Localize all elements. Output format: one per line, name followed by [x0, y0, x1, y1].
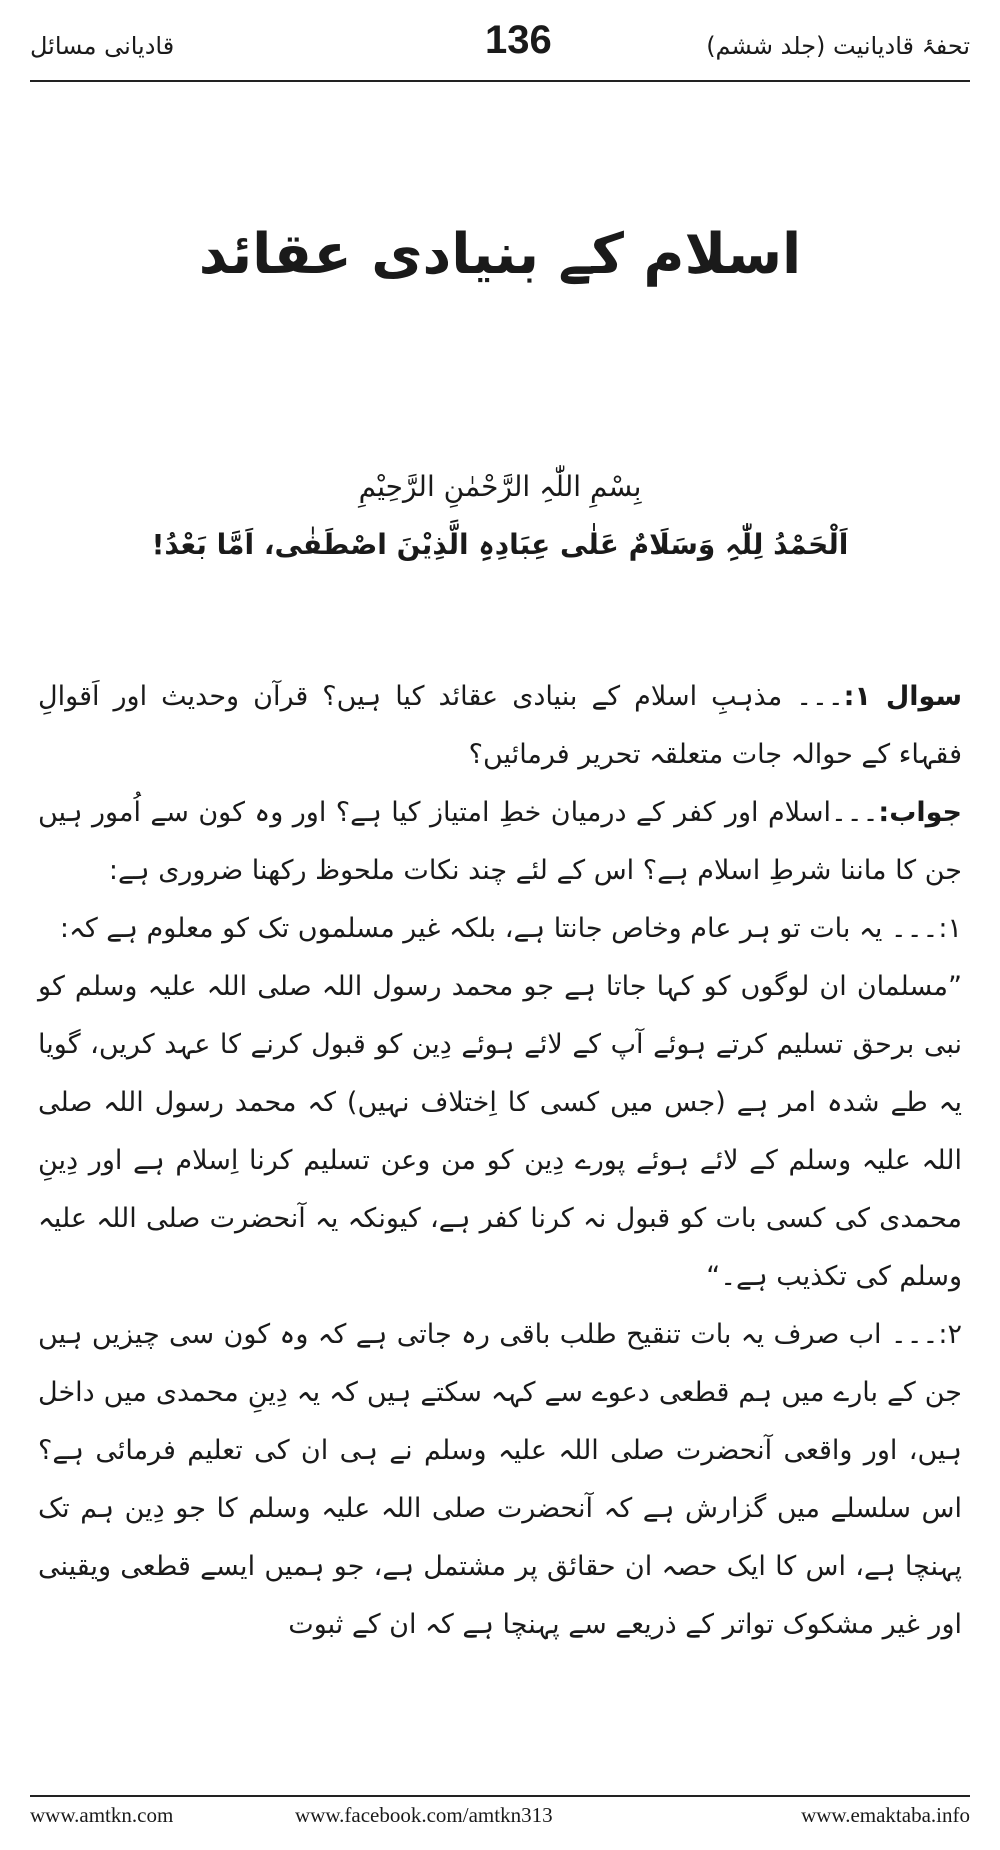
hamd-line: اَلْحَمْدُ لِلّٰہِ وَسَلَامٌ عَلٰی عِبَادِہِ الَّذِیْنَ اصْطَفٰی، اَمَّا بَعْدُ! [151, 528, 849, 561]
quotation: ”مسلمان ان لوگوں کو کہا جاتا ہے جو محمد رسول اللہ صلی اللہ علیہ وسلم کو نبی برحق تسلیم کرتے ہوئے آپ کے لائے ہوئے دِین کو قبول کرنے کا عہد کریں، گویا یہ طے شدہ امر ہے (جس میں کسی کا اِختلاف نہیں) کہ محمد رسول اللہ صلی اللہ علیہ وسلم کے لائے ہوئے پورے دِین کو من وعن تسلیم کرنا اِسلام ہے اور دِینِ محمدی کی کسی بات کو قبول نہ کرنا کفر ہے، کیونکہ یہ آنحضرت صلی اللہ علیہ وسلم کی تکذیب ہے۔“ [38, 971, 962, 1292]
question-paragraph [38, 668, 962, 784]
body-text [38, 668, 962, 1654]
question-label: سوال ۱: [843, 681, 962, 712]
footer-link-emaktaba[interactable]: www.emaktaba.info [801, 1803, 970, 1827]
point-2: ۲:۔۔۔ اب صرف یہ بات تنقیح طلب باقی رہ جاتی ہے کہ وہ کون سی چیزیں ہیں جن کے بارے میں ہم قطعی دعوے سے کہہ سکتے ہیں کہ یہ دِینِ محمدی میں داخل ہیں، اور واقعی آنحضرت صلی اللہ علیہ وسلم نے ہی ان کی تعلیم فرمائی ہے؟ اس سلسلے میں گزارش ہے کہ آنحضرت صلی اللہ علیہ وسلم کا جو دِین ہم تک پہنچا ہے، اس کا ایک حصہ ان حقائق پر مشتمل ہے، جو ہمیں ایسے قطعی ویقینی اور غیر مشکوک تواتر کے ذریعے سے پہنچا ہے کہ ان کے ثبوت [38, 1319, 962, 1640]
footer-link-facebook[interactable]: www.facebook.com/amtkn313 [295, 1803, 553, 1827]
answer-text: ۔۔۔اسلام اور کفر کے درمیان خطِ امتیاز کیا ہے؟ اور وہ کون سے اُمور ہیں جن کا ماننا شرطِ اسلام ہے؟ اس کے لئے چند نکات ملحوظ رکھنا ضروری ہے: [38, 797, 962, 886]
page-footer [30, 1803, 970, 1835]
page-number: 136 [485, 18, 552, 62]
chapter-title: اسلام کے بنیادی عقائد [198, 222, 802, 287]
bismillah-line: بِسْمِ اللّٰہِ الرَّحْمٰنِ الرَّحِیْمِ [358, 470, 642, 503]
footer-divider [30, 1795, 970, 1797]
section-title: قادیانی مسائل [30, 32, 175, 60]
answer-paragraph [38, 784, 962, 900]
question-text: ۔۔۔ مذہبِ اسلام کے بنیادی عقائد کیا ہیں؟ قرآن وحدیث اور اَقوالِ فقہاء کے حوالہ جات متعلقہ تحریر فرمائیں؟ [38, 681, 962, 770]
answer-label: جواب: [878, 797, 962, 828]
point-1: ۱:۔۔۔ یہ بات تو ہر عام وخاص جانتا ہے، بلکہ غیر مسلموں تک کو معلوم ہے کہ: [59, 913, 962, 944]
book-title: تحفۂ قادیانیت (جلد ششم) [706, 32, 970, 60]
footer-link-amtkn[interactable]: www.amtkn.com [30, 1803, 174, 1827]
header-divider [30, 80, 970, 82]
page-header [30, 18, 970, 78]
